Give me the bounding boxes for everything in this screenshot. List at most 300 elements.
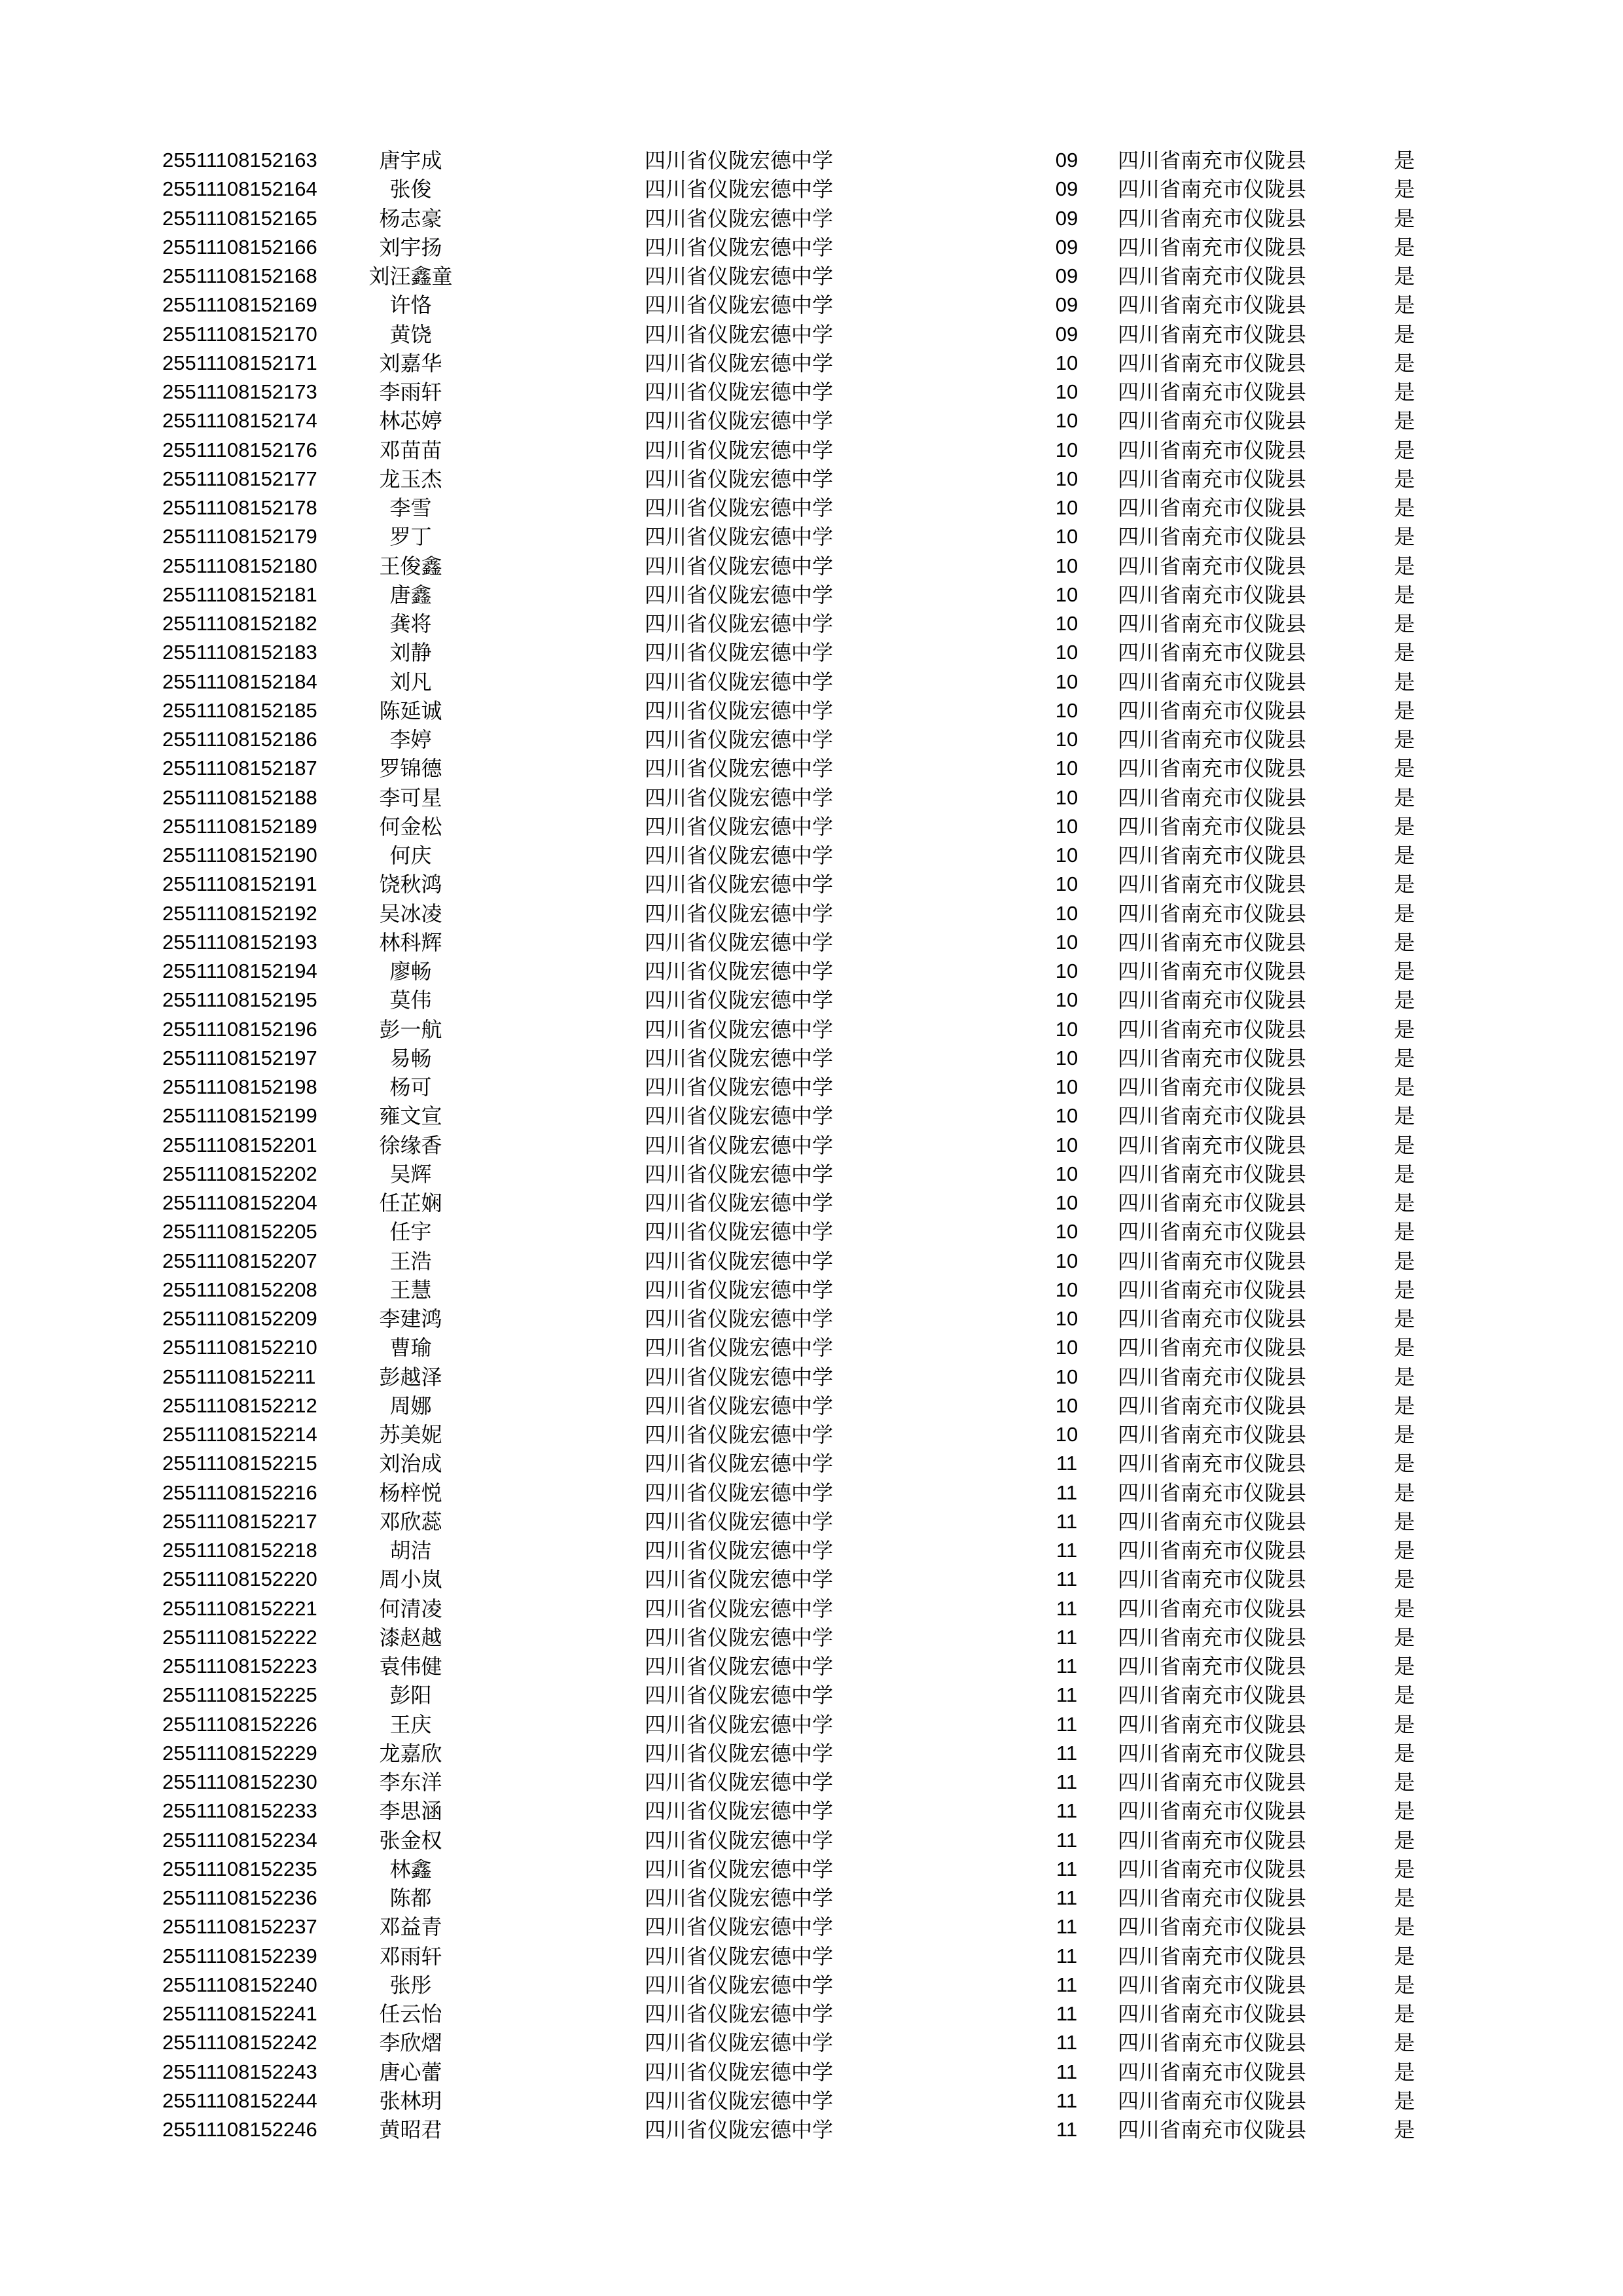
region-name: 四川省南充市仪陇县 <box>1118 929 1307 955</box>
status-flag: 是 <box>1394 1799 1416 1824</box>
status-flag: 是 <box>1394 1624 1416 1650</box>
table-row <box>0 1189 1623 1217</box>
school-name: 四川省仪陇宏德中学 <box>645 2001 834 2026</box>
registration-number: 25511108152204 <box>162 1191 317 1214</box>
school-name: 四川省仪陇宏德中学 <box>645 1364 834 1390</box>
class-number: 11 <box>1056 1625 1078 1649</box>
student-name: 许恪 <box>389 293 432 318</box>
registration-number: 25511108152225 <box>162 1683 317 1707</box>
class-number: 10 <box>1055 988 1079 1012</box>
class-number: 11 <box>1056 1655 1078 1677</box>
status-flag: 是 <box>1394 437 1416 463</box>
registration-number: 25511108152164 <box>162 177 317 201</box>
table-row <box>0 1015 1623 1044</box>
region-name: 四川省南充市仪陇县 <box>1118 2001 1307 2026</box>
class-number: 09 <box>1055 293 1079 317</box>
table-row <box>0 1826 1623 1855</box>
table-row <box>0 841 1623 870</box>
student-name: 任云怡 <box>379 2001 442 2026</box>
table-row <box>0 668 1623 696</box>
table-row <box>0 1942 1623 1971</box>
table-row <box>0 146 1623 175</box>
region-name: 四川省南充市仪陇县 <box>1118 1538 1307 1563</box>
status-flag: 是 <box>1394 1016 1416 1042</box>
region-name: 四川省南充市仪陇县 <box>1118 814 1307 839</box>
region-name: 四川省南充市仪陇县 <box>1118 524 1307 550</box>
student-name: 邓欣蕊 <box>379 1509 442 1534</box>
table-row <box>0 320 1623 349</box>
class-number: 10 <box>1055 1423 1079 1446</box>
registration-number: 25511108152196 <box>162 1017 317 1041</box>
registration-number: 25511108152242 <box>162 2031 317 2054</box>
class-number: 11 <box>1056 1509 1078 1533</box>
table-row <box>0 2028 1623 2057</box>
table-row <box>0 262 1623 291</box>
region-name: 四川省南充市仪陇县 <box>1118 843 1307 868</box>
region-name: 四川省南充市仪陇县 <box>1118 2088 1307 2113</box>
region-name: 四川省南充市仪陇县 <box>1118 350 1307 376</box>
registration-number: 25511108152241 <box>162 2002 317 2025</box>
student-name: 何庆 <box>389 843 432 868</box>
table-row <box>0 754 1623 783</box>
status-flag: 是 <box>1394 1422 1416 1447</box>
status-flag: 是 <box>1394 206 1416 231</box>
region-name: 四川省南充市仪陇县 <box>1118 698 1307 723</box>
table-row <box>0 1623 1623 1652</box>
class-number: 10 <box>1055 698 1079 722</box>
school-name: 四川省仪陇宏德中学 <box>645 1914 834 1940</box>
registration-number: 25511108152189 <box>162 814 317 838</box>
class-number: 11 <box>1056 1683 1078 1707</box>
table-row <box>0 638 1623 667</box>
school-name: 四川省仪陇宏德中学 <box>645 1567 834 1592</box>
student-name: 周小岚 <box>379 1567 442 1592</box>
region-name: 四川省南充市仪陇县 <box>1118 1624 1307 1650</box>
school-name: 四川省仪陇宏德中学 <box>645 1248 834 1274</box>
student-name: 王俊鑫 <box>379 553 442 579</box>
status-flag: 是 <box>1394 1972 1416 1998</box>
status-flag: 是 <box>1394 640 1416 666</box>
table-row <box>0 1073 1623 1102</box>
table-row <box>0 552 1623 581</box>
status-flag: 是 <box>1394 1306 1416 1331</box>
class-number: 09 <box>1055 235 1079 259</box>
class-number: 11 <box>1056 2060 1078 2083</box>
student-name: 杨可 <box>389 1075 432 1100</box>
region-name: 四川省南充市仪陇县 <box>1118 1364 1307 1390</box>
status-flag: 是 <box>1394 1654 1416 1679</box>
status-flag: 是 <box>1394 2117 1416 2142</box>
student-name: 苏美妮 <box>379 1422 442 1447</box>
status-flag: 是 <box>1394 1480 1416 1505</box>
class-number: 11 <box>1056 1712 1078 1736</box>
student-name: 罗锦德 <box>379 756 442 781</box>
class-number: 11 <box>1056 1480 1078 1504</box>
table-row <box>0 1131 1623 1160</box>
school-name: 四川省仪陇宏德中学 <box>645 437 834 463</box>
school-name: 四川省仪陇宏德中学 <box>645 264 834 289</box>
registration-number: 25511108152166 <box>162 235 317 259</box>
status-flag: 是 <box>1394 466 1416 492</box>
student-name: 唐宇成 <box>379 148 442 173</box>
school-name: 四川省仪陇宏德中学 <box>645 1856 834 1882</box>
registration-number: 25511108152222 <box>162 1625 317 1649</box>
region-name: 四川省南充市仪陇县 <box>1118 1799 1307 1824</box>
class-number: 11 <box>1056 1857 1078 1880</box>
region-name: 四川省南充市仪陇县 <box>1118 1335 1307 1361</box>
school-name: 四川省仪陇宏德中学 <box>645 234 834 260</box>
status-flag: 是 <box>1394 1509 1416 1534</box>
region-name: 四川省南充市仪陇县 <box>1118 611 1307 636</box>
school-name: 四川省仪陇宏德中学 <box>645 611 834 636</box>
region-name: 四川省南充市仪陇县 <box>1118 264 1307 289</box>
school-name: 四川省仪陇宏德中学 <box>645 582 834 607</box>
student-name: 刘汪鑫童 <box>368 264 453 289</box>
school-name: 四川省仪陇宏德中学 <box>645 1827 834 1853</box>
class-number: 11 <box>1056 2002 1078 2025</box>
status-flag: 是 <box>1394 698 1416 723</box>
class-number: 10 <box>1055 496 1079 519</box>
school-name: 四川省仪陇宏德中学 <box>645 1972 834 1998</box>
registration-number: 25511108152244 <box>162 2089 317 2112</box>
school-name: 四川省仪陇宏德中学 <box>645 1943 834 1969</box>
table-row <box>0 1739 1623 1768</box>
region-name: 四川省南充市仪陇县 <box>1118 2059 1307 2085</box>
class-number: 11 <box>1056 2089 1078 2112</box>
region-name: 四川省南充市仪陇县 <box>1118 1567 1307 1592</box>
registration-number: 25511108152209 <box>162 1307 317 1330</box>
table-row <box>0 291 1623 319</box>
school-name: 四川省仪陇宏德中学 <box>645 1335 834 1361</box>
school-name: 四川省仪陇宏德中学 <box>645 1683 834 1708</box>
table-row <box>0 2000 1623 2028</box>
class-number: 11 <box>1056 1539 1078 1562</box>
school-name: 四川省仪陇宏德中学 <box>645 1654 834 1679</box>
region-name: 四川省南充市仪陇县 <box>1118 437 1307 463</box>
student-name: 王庆 <box>389 1712 432 1737</box>
class-number: 10 <box>1055 641 1079 664</box>
class-number: 11 <box>1056 2031 1078 2054</box>
table-row <box>0 870 1623 899</box>
registration-number: 25511108152207 <box>162 1249 317 1272</box>
school-name: 四川省仪陇宏德中学 <box>645 843 834 868</box>
student-name: 王浩 <box>389 1248 432 1274</box>
class-number: 09 <box>1055 206 1079 230</box>
class-number: 10 <box>1055 785 1079 809</box>
registration-number: 25511108152194 <box>162 960 317 982</box>
status-flag: 是 <box>1394 380 1416 404</box>
region-name: 四川省南充市仪陇县 <box>1118 1770 1307 1795</box>
student-name: 罗丁 <box>389 524 432 550</box>
table-row <box>0 175 1623 204</box>
registration-number: 25511108152235 <box>162 1857 317 1880</box>
status-flag: 是 <box>1394 293 1416 318</box>
region-name: 四川省南充市仪陇县 <box>1118 234 1307 260</box>
table-row <box>0 465 1623 493</box>
status-flag: 是 <box>1394 1827 1416 1853</box>
registration-number: 25511108152221 <box>162 1596 317 1620</box>
school-name: 四川省仪陇宏德中学 <box>645 1799 834 1824</box>
class-number: 10 <box>1055 901 1079 925</box>
student-name: 李东洋 <box>379 1770 442 1795</box>
school-name: 四川省仪陇宏德中学 <box>645 640 834 666</box>
student-name: 邓益青 <box>379 1914 442 1940</box>
registration-number: 25511108152211 <box>162 1365 316 1388</box>
registration-number: 25511108152223 <box>162 1655 317 1677</box>
student-name: 彭越泽 <box>379 1364 442 1390</box>
status-flag: 是 <box>1394 553 1416 579</box>
class-number: 09 <box>1055 149 1079 171</box>
status-flag: 是 <box>1394 872 1416 897</box>
region-name: 四川省南充市仪陇县 <box>1118 1277 1307 1302</box>
school-name: 四川省仪陇宏德中学 <box>645 1422 834 1447</box>
table-row <box>0 986 1623 1014</box>
class-number: 10 <box>1055 1075 1079 1098</box>
school-name: 四川省仪陇宏德中学 <box>645 2088 834 2113</box>
region-name: 四川省南充市仪陇县 <box>1118 988 1307 1013</box>
student-name: 周娜 <box>389 1393 432 1418</box>
table-row <box>0 1681 1623 1710</box>
status-flag: 是 <box>1394 2030 1416 2056</box>
status-flag: 是 <box>1394 1770 1416 1795</box>
table-row <box>0 233 1623 262</box>
region-name: 四川省南充市仪陇县 <box>1118 1683 1307 1708</box>
status-flag: 是 <box>1394 1914 1416 1940</box>
school-name: 四川省仪陇宏德中学 <box>645 1451 834 1477</box>
student-name: 林鑫 <box>389 1856 432 1882</box>
table-row <box>0 1217 1623 1246</box>
school-name: 四川省仪陇宏德中学 <box>645 2030 834 2056</box>
table-row <box>0 1363 1623 1391</box>
student-name: 张林玥 <box>379 2088 442 2113</box>
class-number: 09 <box>1055 322 1079 346</box>
status-flag: 是 <box>1394 177 1416 202</box>
table-row <box>0 1855 1623 1884</box>
status-flag: 是 <box>1394 1856 1416 1882</box>
student-list <box>0 146 1623 2144</box>
table-row <box>0 204 1623 233</box>
registration-number: 25511108152246 <box>162 2118 317 2141</box>
status-flag: 是 <box>1394 582 1416 607</box>
region-name: 四川省南充市仪陇县 <box>1118 1886 1307 1910</box>
class-number: 09 <box>1055 177 1079 201</box>
class-number: 11 <box>1056 1799 1078 1823</box>
student-name: 雍文宣 <box>379 1103 442 1129</box>
table-row <box>0 1449 1623 1478</box>
student-name: 刘静 <box>389 640 432 666</box>
registration-number: 25511108152187 <box>162 757 317 780</box>
region-name: 四川省南充市仪陇县 <box>1118 1219 1307 1245</box>
student-name: 漆赵越 <box>379 1624 442 1650</box>
registration-number: 25511108152171 <box>162 351 317 374</box>
table-row <box>0 1797 1623 1825</box>
table-row <box>0 1536 1623 1565</box>
class-number: 10 <box>1055 612 1079 635</box>
region-name: 四川省南充市仪陇县 <box>1118 1161 1307 1187</box>
student-name: 徐缘香 <box>379 1132 442 1158</box>
region-name: 四川省南充市仪陇县 <box>1118 1016 1307 1042</box>
student-name: 何清凌 <box>379 1596 442 1621</box>
school-name: 四川省仪陇宏德中学 <box>645 727 834 752</box>
region-name: 四川省南充市仪陇县 <box>1118 1914 1307 1940</box>
status-flag: 是 <box>1394 1712 1416 1737</box>
table-row <box>0 783 1623 812</box>
status-flag: 是 <box>1394 321 1416 347</box>
region-name: 四川省南充市仪陇县 <box>1118 785 1307 810</box>
status-flag: 是 <box>1394 1219 1416 1245</box>
region-name: 四川省南充市仪陇县 <box>1118 148 1307 173</box>
status-flag: 是 <box>1394 495 1416 520</box>
status-flag: 是 <box>1394 929 1416 955</box>
student-name: 李欣熠 <box>379 2030 442 2056</box>
table-row <box>0 2058 1623 2087</box>
region-name: 四川省南充市仪陇县 <box>1118 1712 1307 1737</box>
class-number: 10 <box>1055 351 1079 374</box>
student-name: 何金松 <box>379 814 442 839</box>
status-flag: 是 <box>1394 524 1416 550</box>
status-flag: 是 <box>1394 2059 1416 2085</box>
region-name: 四川省南充市仪陇县 <box>1118 495 1307 520</box>
class-number: 11 <box>1056 1741 1078 1765</box>
student-name: 吴冰凌 <box>379 901 442 926</box>
school-name: 四川省仪陇宏德中学 <box>645 1219 834 1245</box>
student-name: 李建鸿 <box>379 1306 442 1331</box>
registration-number: 25511108152168 <box>162 264 317 287</box>
class-number: 11 <box>1056 1828 1078 1852</box>
student-name: 彭阳 <box>389 1683 432 1708</box>
status-flag: 是 <box>1394 988 1416 1013</box>
table-row <box>0 1333 1623 1362</box>
region-name: 四川省南充市仪陇县 <box>1118 1943 1307 1969</box>
student-name: 廖畅 <box>389 959 432 984</box>
status-flag: 是 <box>1394 1364 1416 1390</box>
student-name: 李雪 <box>389 495 432 520</box>
registration-number: 25511108152195 <box>162 988 317 1012</box>
school-name: 四川省仪陇宏德中学 <box>645 929 834 955</box>
school-name: 四川省仪陇宏德中学 <box>645 872 834 897</box>
table-row <box>0 522 1623 551</box>
student-name: 曹瑜 <box>389 1335 432 1361</box>
region-name: 四川省南充市仪陇县 <box>1118 1393 1307 1418</box>
region-name: 四川省南充市仪陇县 <box>1118 1509 1307 1534</box>
school-name: 四川省仪陇宏德中学 <box>645 1509 834 1534</box>
registration-number: 25511108152210 <box>162 1336 317 1359</box>
class-number: 10 <box>1055 1133 1079 1157</box>
region-name: 四川省南充市仪陇县 <box>1118 1827 1307 1853</box>
region-name: 四川省南充市仪陇县 <box>1118 1075 1307 1100</box>
registration-number: 25511108152243 <box>162 2060 317 2083</box>
status-flag: 是 <box>1394 1683 1416 1708</box>
student-name: 李婷 <box>389 727 432 752</box>
school-name: 四川省仪陇宏德中学 <box>645 756 834 781</box>
student-name: 吴辉 <box>389 1161 432 1187</box>
registration-number: 25511108152184 <box>162 670 317 693</box>
class-number: 10 <box>1055 930 1079 954</box>
region-name: 四川省南充市仪陇县 <box>1118 1248 1307 1274</box>
region-name: 四川省南充市仪陇县 <box>1118 1740 1307 1766</box>
region-name: 四川省南充市仪陇县 <box>1118 872 1307 897</box>
class-number: 10 <box>1055 1278 1079 1301</box>
class-number: 10 <box>1055 728 1079 751</box>
region-name: 四川省南充市仪陇县 <box>1118 2030 1307 2056</box>
status-flag: 是 <box>1394 264 1416 289</box>
student-name: 李思涵 <box>379 1799 442 1824</box>
registration-number: 25511108152216 <box>162 1480 317 1504</box>
class-number: 10 <box>1055 525 1079 548</box>
school-name: 四川省仪陇宏德中学 <box>645 1393 834 1418</box>
status-flag: 是 <box>1394 1886 1416 1910</box>
registration-number: 25511108152220 <box>162 1568 317 1591</box>
registration-number: 25511108152212 <box>162 1393 317 1417</box>
table-row <box>0 1276 1623 1304</box>
class-number: 10 <box>1055 1017 1079 1041</box>
registration-number: 25511108152193 <box>162 930 317 954</box>
student-name: 刘宇扬 <box>379 234 442 260</box>
registration-number: 25511108152208 <box>162 1278 317 1301</box>
student-name: 饶秋鸿 <box>379 872 442 897</box>
school-name: 四川省仪陇宏德中学 <box>645 2117 834 2142</box>
table-row <box>0 899 1623 928</box>
region-name: 四川省南充市仪陇县 <box>1118 1132 1307 1158</box>
region-name: 四川省南充市仪陇县 <box>1118 959 1307 984</box>
student-name: 龚将 <box>389 611 432 636</box>
student-name: 胡洁 <box>389 1538 432 1563</box>
registration-number: 25511108152198 <box>162 1075 317 1098</box>
region-name: 四川省南充市仪陇县 <box>1118 408 1307 434</box>
region-name: 四川省南充市仪陇县 <box>1118 1306 1307 1331</box>
region-name: 四川省南充市仪陇县 <box>1118 1045 1307 1071</box>
student-name: 任宇 <box>389 1219 432 1245</box>
school-name: 四川省仪陇宏德中学 <box>645 553 834 579</box>
registration-number: 25511108152177 <box>162 467 317 490</box>
status-flag: 是 <box>1394 1943 1416 1969</box>
class-number: 10 <box>1055 1249 1079 1272</box>
registration-number: 25511108152182 <box>162 612 317 635</box>
class-number: 10 <box>1055 1365 1079 1388</box>
status-flag: 是 <box>1394 234 1416 260</box>
region-name: 四川省南充市仪陇县 <box>1118 380 1307 404</box>
registration-number: 25511108152230 <box>162 1770 317 1793</box>
school-name: 四川省仪陇宏德中学 <box>645 1624 834 1650</box>
table-row <box>0 1160 1623 1189</box>
student-name: 刘凡 <box>389 669 432 694</box>
registration-number: 25511108152174 <box>162 409 317 433</box>
registration-number: 25511108152179 <box>162 525 317 548</box>
region-name: 四川省南充市仪陇县 <box>1118 2117 1307 2142</box>
table-row <box>0 349 1623 378</box>
class-number: 10 <box>1055 844 1079 867</box>
class-number: 10 <box>1055 1307 1079 1330</box>
region-name: 四川省南充市仪陇县 <box>1118 553 1307 579</box>
region-name: 四川省南充市仪陇县 <box>1118 582 1307 607</box>
table-row <box>0 1912 1623 1941</box>
registration-number: 25511108152199 <box>162 1104 317 1128</box>
region-name: 四川省南充市仪陇县 <box>1118 321 1307 347</box>
table-row <box>0 1565 1623 1594</box>
status-flag: 是 <box>1394 1567 1416 1592</box>
registration-number: 25511108152165 <box>162 206 317 230</box>
school-name: 四川省仪陇宏德中学 <box>645 177 834 202</box>
school-name: 四川省仪陇宏德中学 <box>645 698 834 723</box>
table-row <box>0 812 1623 841</box>
region-name: 四川省南充市仪陇县 <box>1118 1856 1307 1882</box>
class-number: 10 <box>1055 1191 1079 1214</box>
class-number: 10 <box>1055 467 1079 490</box>
status-flag: 是 <box>1394 727 1416 752</box>
registration-number: 25511108152201 <box>162 1133 317 1157</box>
student-name: 王慧 <box>389 1277 432 1302</box>
school-name: 四川省仪陇宏德中学 <box>645 1161 834 1187</box>
